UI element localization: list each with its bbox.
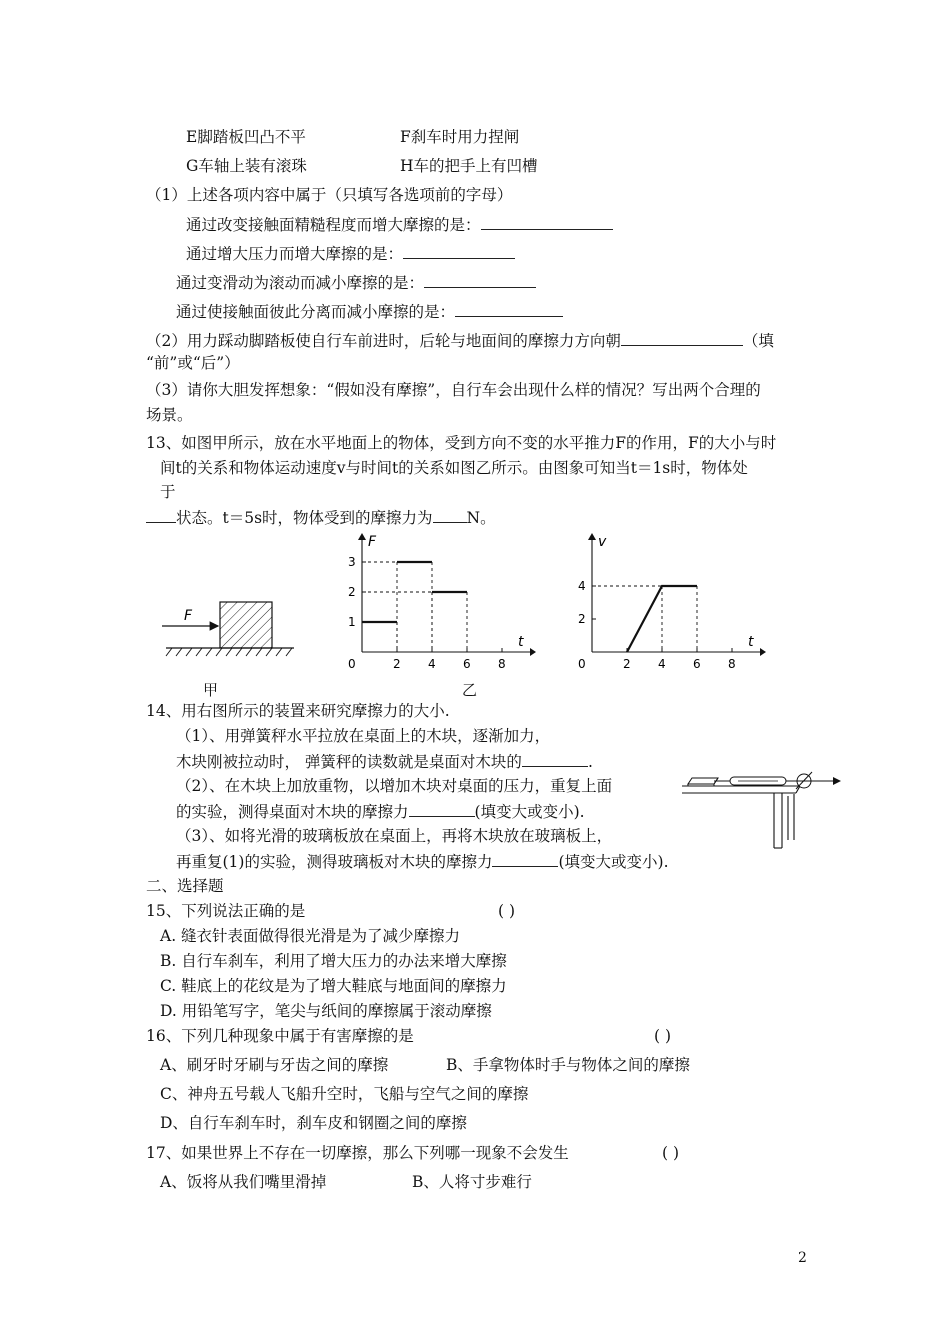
q16-option-a: A、刷牙时牙刷与牙齿之间的摩擦 bbox=[160, 1056, 389, 1074]
q12-b: 通过增大压力而增大摩擦的是： bbox=[186, 243, 515, 264]
q12-d: 通过使接触面彼此分离而减小摩擦的是： bbox=[176, 301, 563, 322]
answer-blank[interactable] bbox=[481, 214, 613, 230]
y-tick-label: 4 bbox=[578, 579, 586, 593]
option-f: F刹车时用力捏闸 bbox=[400, 128, 520, 146]
answer-blank[interactable] bbox=[403, 243, 515, 259]
option-h: H车的把手上有凹槽 bbox=[400, 157, 538, 175]
y-tick-label: 2 bbox=[348, 585, 356, 599]
q12-part3-line2: 场景。 bbox=[146, 406, 193, 424]
q15-answer-paren[interactable]: ( ) bbox=[498, 902, 516, 920]
chart-velocity-time bbox=[570, 530, 770, 670]
y-axis-label: v bbox=[598, 534, 607, 550]
page-number: 2 bbox=[798, 1250, 807, 1266]
section-2-heading: 二、选择题 bbox=[146, 877, 224, 895]
q14-step3-line2: 再重复(1)的实验，测得玻璃板对木块的摩擦力 (填变大或变小). bbox=[176, 853, 669, 871]
q14-step2-line2: 的实验，测得桌面对木块的摩擦力 (填变大或变小). bbox=[176, 803, 585, 821]
chart-force-time bbox=[340, 530, 540, 670]
q14-step2: （2）、在木块上加放重物，以增加木块对桌面的压力，重复上面 bbox=[176, 777, 613, 795]
answer-blank[interactable] bbox=[455, 301, 563, 317]
q15-option-a: A. 缝衣针表面做得很光滑是为了减少摩擦力 bbox=[160, 927, 461, 945]
force-label: F bbox=[184, 608, 193, 624]
q16-option-c: C、神舟五号载人飞船升空时，飞船与空气之间的摩擦 bbox=[160, 1085, 529, 1103]
x-tick-label: 6 bbox=[693, 657, 701, 670]
q15-option-c: C. 鞋底上的花纹是为了增大鞋底与地面间的摩擦力 bbox=[160, 977, 507, 995]
x-tick-label: 6 bbox=[463, 657, 471, 670]
q17-answer-paren[interactable]: ( ) bbox=[662, 1144, 680, 1162]
q14-title: 14、用右图所示的装置来研究摩擦力的大小. bbox=[146, 702, 450, 720]
q17-stem: 17、如果世界上不存在一切摩擦，那么下列哪一现象不会发生 bbox=[146, 1144, 569, 1162]
answer-blank[interactable] bbox=[492, 851, 558, 867]
x-tick-label: 0 bbox=[578, 657, 586, 670]
figure-yi-caption: 乙 bbox=[462, 681, 478, 699]
q12-part1: （1）上述各项内容中属于（只填写各选项前的字母） bbox=[146, 186, 513, 204]
q13-line4: 状态。t＝5s时，物体受到的摩擦力为 N。 bbox=[146, 507, 496, 528]
q12-a: 通过改变接触面精糙程度而增大摩擦的是： bbox=[186, 214, 613, 235]
x-tick-label: 8 bbox=[498, 657, 506, 670]
q14-step1-line2: 木块刚被拉动时， 弹簧秤的读数就是桌面对木块的 . bbox=[176, 753, 593, 771]
y-tick-label: 2 bbox=[578, 612, 586, 626]
block bbox=[220, 602, 272, 648]
answer-blank[interactable] bbox=[424, 272, 536, 288]
q12-part2-line2: “前”或“后”） bbox=[146, 354, 240, 372]
figure-jia-caption: 甲 bbox=[203, 681, 219, 699]
y-axis-arrow bbox=[358, 533, 366, 540]
q13-line3: 于 bbox=[160, 483, 176, 501]
x-axis-arrow bbox=[530, 648, 536, 656]
x-tick-label: 0 bbox=[348, 657, 356, 670]
q16-option-d: D、自行车刹车时，刹车皮和钢圈之间的摩擦 bbox=[160, 1114, 467, 1132]
q16-stem: 16、下列几种现象中属于有害摩擦的是 bbox=[146, 1027, 414, 1045]
x-tick-label: 4 bbox=[658, 657, 666, 670]
q13-line2: 间t的关系和物体运动速度v与时间t的关系如图乙所示。由图象可知当t＝1s时，物体处 bbox=[160, 459, 748, 477]
q15-stem: 15、下列说法正确的是 bbox=[146, 902, 306, 920]
x-axis-arrow bbox=[760, 648, 766, 656]
q14-step3: （3）、如将光滑的玻璃板放在桌面上，再将木块放在玻璃板上， bbox=[176, 827, 613, 845]
x-tick-label: 8 bbox=[728, 657, 736, 670]
y-tick-label: 3 bbox=[348, 555, 356, 569]
q15-option-d: D. 用铅笔写字，笔尖与纸间的摩擦属于滚动摩擦 bbox=[160, 1002, 492, 1020]
x-tick-label: 2 bbox=[393, 657, 401, 670]
wood-block bbox=[688, 784, 714, 786]
q16-answer-paren[interactable]: ( ) bbox=[654, 1027, 672, 1045]
q13-line1: 13、如图甲所示，放在水平地面上的物体，受到方向不变的水平推力F的作用，F的大小与时 bbox=[146, 434, 777, 452]
x-tick-label: 2 bbox=[623, 657, 631, 670]
figure-jia-block-diagram bbox=[150, 590, 300, 660]
q17-option-b: B、人将寸步难行 bbox=[412, 1173, 532, 1191]
answer-blank[interactable] bbox=[146, 507, 176, 523]
y-axis-arrow bbox=[588, 533, 596, 540]
q15-option-b: B. 自行车刹车，利用了增大压力的办法来增大摩擦 bbox=[160, 952, 507, 970]
x-axis-label: t bbox=[518, 634, 524, 650]
table-spring-scale-figure bbox=[678, 756, 842, 856]
option-g: G车轴上装有滚珠 bbox=[186, 157, 307, 175]
answer-blank[interactable] bbox=[522, 751, 588, 767]
q16-option-b: B、手拿物体时手与物体之间的摩擦 bbox=[446, 1056, 690, 1074]
y-tick-label: 1 bbox=[348, 615, 356, 629]
q12-part3: （3）请你大胆发挥想象：“假如没有摩擦”，自行车会出现什么样的情况？写出两个合理的 bbox=[146, 381, 761, 399]
answer-blank[interactable] bbox=[433, 507, 467, 523]
answer-blank[interactable] bbox=[409, 801, 475, 817]
y-axis-label: F bbox=[368, 534, 377, 550]
q14-step1: （1）、用弹簧秤水平拉放在桌面上的木块，逐渐加力， bbox=[176, 727, 551, 745]
answer-blank[interactable] bbox=[621, 330, 743, 346]
x-axis-label: t bbox=[748, 634, 754, 650]
q12-c: 通过变滑动为滚动而减小摩擦的是： bbox=[176, 272, 536, 293]
x-tick-label: 4 bbox=[428, 657, 436, 670]
option-e: E脚踏板凹凸不平 bbox=[186, 128, 306, 146]
q17-option-a: A、饭将从我们嘴里滑掉 bbox=[160, 1173, 327, 1191]
q12-part2: （2）用力踩动脚踏板使自行车前进时，后轮与地面间的摩擦力方向朝 （填 bbox=[146, 332, 774, 350]
